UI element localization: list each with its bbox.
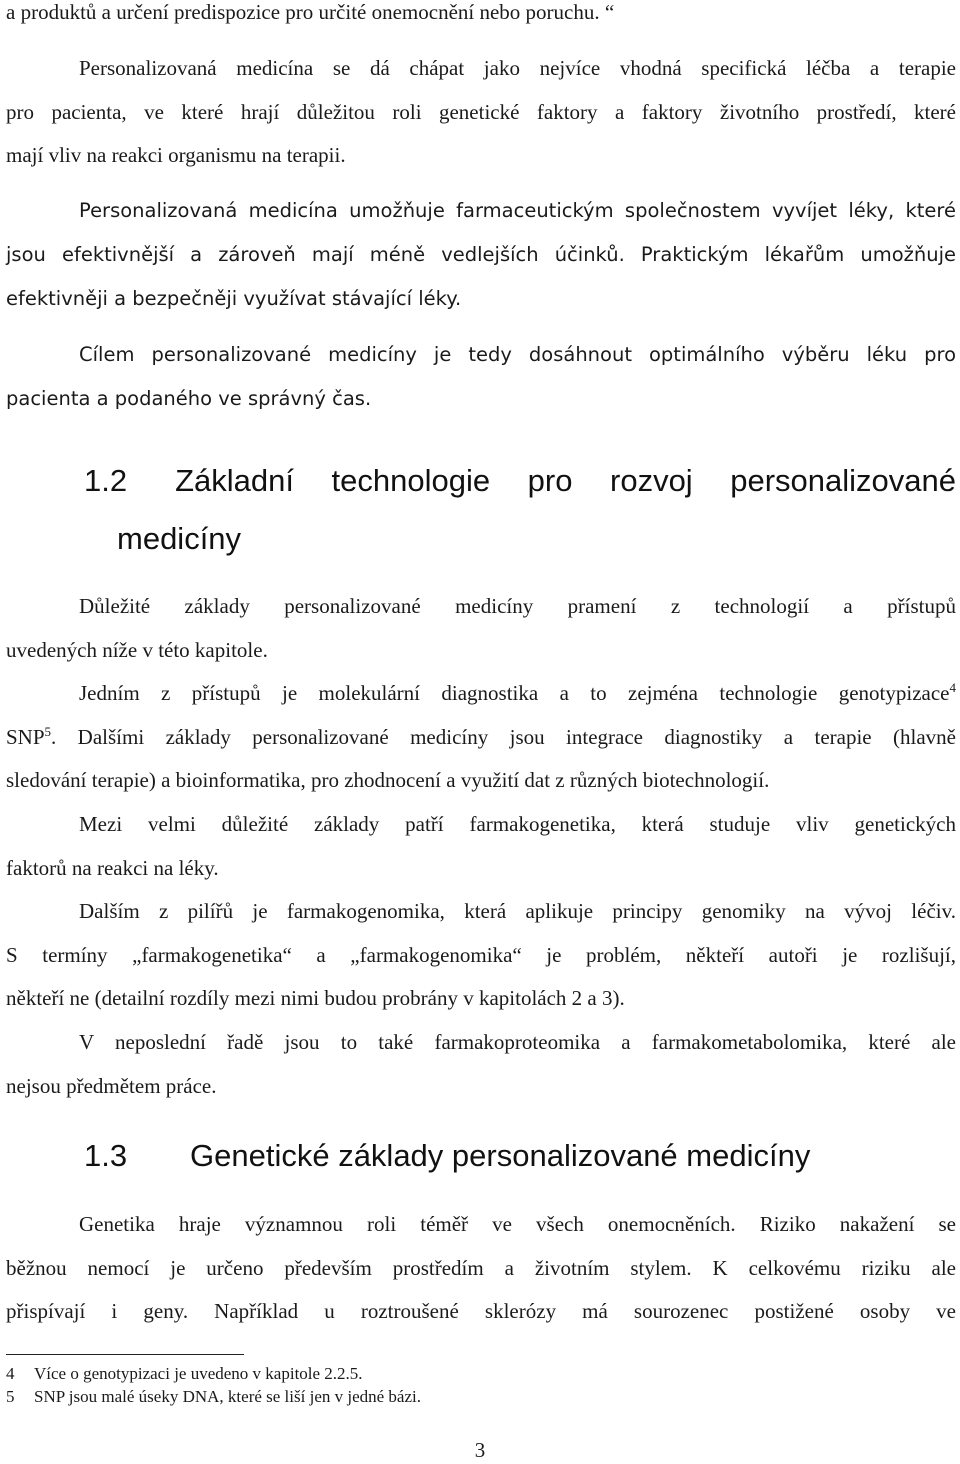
footnote-4 (6, 1363, 906, 1385)
text-line: S termíny „farmakogenetika“ a „farmakogenomika“ je problém, někteří autoři je rozlišují, (6, 942, 956, 967)
text-line: sledování terapie) a bioinformatika, pro zhodnocení a využití dat z různých biotechnologií. (6, 768, 770, 792)
text-line: nejsou předmětem práce. (6, 1073, 217, 1098)
paragraph-pharmacogenomics (6, 890, 956, 1021)
text-line: běžnou nemocí je určeno především prostředím a životním stylem. K celkovému riziku ale (6, 1255, 956, 1280)
footnote-text: Více o genotypizaci je uvedeno v kapitole 2.2.5. (34, 1364, 363, 1383)
text-line: Genetika hraje významnou roli téměř ve všech onemocněních. Riziko nakažení se (79, 1212, 956, 1236)
text-line: SNP$^5$. Dalšími základy personalizované medicíny jsou integrace diagnostiky a terapie (hlavně (6, 723, 956, 749)
text-line: efektivněji a bezpečněji využívat stávající léky. (6, 287, 462, 310)
heading-number: 1.3 (84, 1138, 128, 1173)
heading-title-line-2: medicíny (117, 521, 242, 556)
text-line: mají vliv na reakci organismu na terapii. (6, 143, 346, 167)
text-line: Cílem personalizované medicíny je tedy dosáhnout optimálního výběru léku pro (79, 343, 956, 366)
text-line: Mezi velmi důležité základy patří farmakogenetika, která studuje vliv genetických (79, 812, 956, 836)
footnote-number: 4 (6, 1364, 15, 1383)
paragraph-proteomics (6, 1021, 956, 1108)
text-line: Personalizovaná medicína se dá chápat jako nejvíce vhodná specifická léčba a terapie (79, 56, 956, 80)
heading-title: Genetické základy personalizované medicíny (190, 1138, 811, 1173)
text-line: a produktů a určení predispozice pro určité onemocnění nebo poruchu. “ (6, 0, 615, 24)
page-number: 3 (474, 1438, 486, 1462)
footnote-5 (6, 1386, 906, 1408)
heading-number: 1.2 (84, 463, 128, 498)
text-line: přispívají i geny. Například u roztroušené sklerózy má sourozenec postižené osoby ve (6, 1299, 956, 1323)
paragraph-definition (6, 47, 956, 178)
section-heading-1-2 (84, 463, 956, 499)
paragraph-genetics (6, 1203, 956, 1334)
text-line: Dalším z pilířů je farmakogenomika, která aplikuje principy genomiky na vývoj léčiv. (79, 899, 956, 923)
footnote-ref[interactable]: 4 (949, 680, 956, 695)
text-line: pro pacienta, ve které hrají důležitou roli genetické faktory a faktory životního prostředí, které (6, 99, 956, 124)
text-line: uvedených níže v této kapitole. (6, 637, 268, 662)
footnote-text: SNP jsou malé úseky DNA, které se liší jen v jedné bázi. (34, 1387, 421, 1406)
section-heading-1-2-cont (117, 521, 241, 557)
text-line: Personalizovaná medicína umožňuje farmaceutickým společnostem vyvíjet léky, které (79, 199, 956, 222)
paragraph-molecular-diagnostics (6, 672, 956, 803)
paragraph-pharma (6, 189, 956, 321)
footnote-divider (6, 1354, 244, 1355)
paragraph-carryover (6, 0, 956, 35)
section-heading-1-3 (84, 1138, 810, 1174)
text-line: V neposlední řadě jsou to také farmakoproteomika a farmakometabolomika, které ale (79, 1030, 956, 1054)
text-line: Důležité základy personalizované medicíny pramení z technologií a přístupů (79, 594, 956, 618)
text-line: pacienta a podaného ve správný čas. (6, 387, 372, 410)
footnote-number: 5 (6, 1387, 15, 1406)
paragraph-foundations (6, 585, 956, 672)
text-line: jsou efektivnější a zároveň mají méně vedlejších účinků. Praktickým lékařům umožňuje (6, 243, 956, 266)
footnote-ref[interactable]: 5 (44, 723, 52, 739)
text-line: faktorů na reakci na léky. (6, 855, 219, 880)
text-line: někteří ne (detailní rozdíly mezi nimi budou probrány v kapitolách 2 a 3). (6, 986, 625, 1010)
text-line: Jedním z přístupů je molekulární diagnostika a to zejména technologie genotypizace$^4$ (79, 680, 956, 705)
paragraph-pharmacogenetics (6, 803, 956, 890)
heading-title-line-1: Základní technologie pro rozvoj personalizované (175, 463, 956, 498)
paragraph-goal (6, 333, 956, 421)
